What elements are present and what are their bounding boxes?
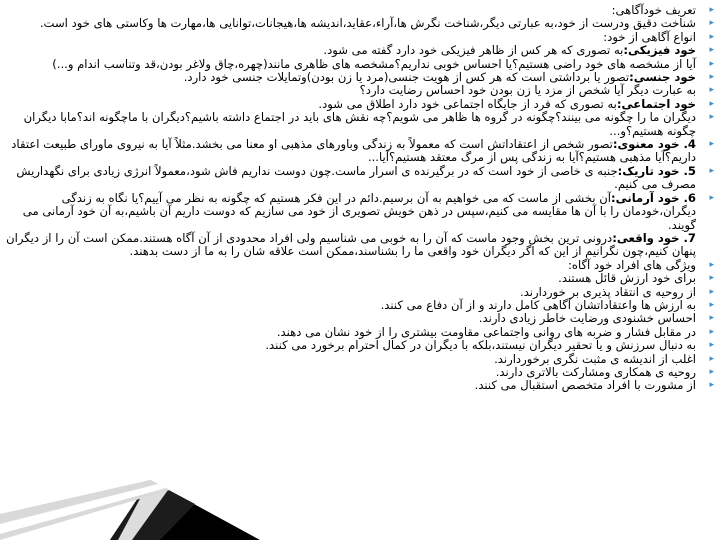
- list-item: [4, 4, 716, 17]
- bullet-arrow-icon: ▸: [709, 139, 714, 150]
- list-item: [4, 259, 716, 272]
- item-heading: خود فیزیکی:: [623, 43, 696, 58]
- bullet-arrow-icon: ▸: [709, 326, 714, 337]
- item-text: از روحیه ی انتقاد پذیری بر خوردارند.: [520, 284, 696, 299]
- bullet-arrow-icon: ▸: [709, 340, 714, 351]
- list-item: [4, 17, 716, 30]
- bullet-arrow-icon: ▸: [709, 286, 714, 297]
- slide-content: [4, 4, 716, 393]
- bullet-arrow-icon: ▸: [709, 58, 714, 69]
- item-text: به عبارت دیگر آیا شخص از مزد یا زن بودن خود احساس رضایت دارد؟: [359, 83, 696, 98]
- corner-stripes-decoration: [0, 480, 260, 540]
- bullet-arrow-icon: ▸: [709, 72, 714, 83]
- list-item: [4, 272, 716, 285]
- item-text: از مشورت با افراد متخصص استقبال می کنند.: [474, 378, 696, 393]
- item-heading: 4. خود معنوی:: [612, 137, 696, 152]
- bullet-arrow-icon: ▸: [709, 192, 714, 203]
- list-item: [4, 31, 716, 44]
- list-item: [4, 71, 716, 84]
- item-heading: خود اجتماعی:: [616, 96, 696, 111]
- item-text: آیا از مشخصه های خود راضی هستیم؟یا احساس خوبی نداریم؟مشخصه های ظاهری مانند(چهره،چاق ولاغر بودن،قد وتناسب اندام و...): [52, 56, 696, 71]
- item-text: شناخت دقیق ودرست از خود،به عبارتی دیگر،شناخت نگرش ها،آراء،عقاید،اندیشه ها،هیجانات،توانایی ها،مهارت ها وکاستی های خود است.: [39, 16, 696, 31]
- bullet-arrow-icon: ▸: [709, 85, 714, 96]
- item-text: روحیه ی همکاری ومشارکت بالاتری دارند.: [495, 364, 696, 379]
- bullet-arrow-icon: ▸: [709, 31, 714, 42]
- list-item: [4, 232, 716, 259]
- bullet-arrow-icon: ▸: [709, 18, 714, 29]
- bullet-arrow-icon: ▸: [709, 112, 714, 123]
- list-item: [4, 353, 716, 366]
- item-heading: 7. خود واقعی:: [612, 230, 696, 245]
- item-text: ویژگی های افراد خود آگاه:: [568, 257, 696, 272]
- item-text: در مقابل فشار و ضربه های روانی واجتماعی مقاومت بیشتری را از خود نشان می دهند.: [276, 324, 696, 339]
- bullet-arrow-icon: ▸: [709, 299, 714, 310]
- item-heading: خود جنسی:: [629, 70, 696, 85]
- bullet-arrow-icon: ▸: [709, 165, 714, 176]
- bullet-arrow-icon: ▸: [709, 366, 714, 377]
- list-item: [4, 366, 716, 379]
- list-item: [4, 44, 716, 57]
- list-item: [4, 312, 716, 325]
- item-text: دیگران ما را چگونه می بینند؟چگونه در گروه ها ظاهر می شویم؟چه نقش های باید در اجتماع داشته باشیم؟دیگران با ماچگونه اند؟مابا دیگران چگونه هستیم؟و...: [23, 110, 696, 138]
- list-item: [4, 192, 716, 232]
- item-text: تصور یا برداشتی است که هر کس از هویت جنسی(مرد یا زن بودن)وتمایلات جنسی خود دارد.: [183, 70, 630, 85]
- item-text: جنبه ی خاصی از خود است که در برگیرنده ی اسرار ماست.چون دوست نداریم فاش شود،معمولاً انرژی زیادی برای نگهداریش مصرف می کنیم.: [16, 163, 696, 192]
- bullet-arrow-icon: ▸: [709, 45, 714, 56]
- list-item: [4, 98, 716, 111]
- item-text: به تصوری که فرد از جایگاه اجتماعی خود دارد اطلاق می شود.: [318, 96, 617, 111]
- bullet-arrow-icon: ▸: [709, 313, 714, 324]
- item-text: اغلب از اندیشه ی مثبت نگری برخوردارند.: [494, 351, 696, 366]
- item-text: انواع آگاهی از خود:: [603, 29, 696, 44]
- item-heading: 6. خود آرمانی:: [610, 190, 696, 205]
- item-text: احساس خشنودی ورضایت خاطر زیادی دارند.: [478, 311, 696, 326]
- item-text: به تصوری که هر کس از ظاهر فیزیکی خود دارد گفته می شود.: [323, 43, 624, 58]
- bullet-arrow-icon: ▸: [709, 353, 714, 364]
- list-item: [4, 339, 716, 352]
- bullet-arrow-icon: ▸: [709, 380, 714, 391]
- bullet-arrow-icon: ▸: [709, 5, 714, 15]
- list-item: [4, 165, 716, 192]
- list-item: [4, 58, 716, 71]
- bullet-arrow-icon: ▸: [709, 259, 714, 270]
- item-text: برای خود ارزش قائل هستند.: [558, 271, 696, 286]
- item-text: درونی ترین بخش وجود ماست که آن را به خوبی می شناسیم ولی افراد محدودی از آن آگاه هستند.ممکن است آن را از دیگران پنهان کنیم،چون نگرانیم از این که اگر دیگران خود واقعی ما را بشناسند،ممکن است علاقه شان را به ما از دست بدهند.: [6, 230, 696, 259]
- list-item: [4, 326, 716, 339]
- list-item: [4, 84, 716, 97]
- item-text: به دنبال سرزنش و یا تحقیر دیگران نیستند،بلکه با دیگران در کمال احترام برخورد می کنند.: [265, 338, 696, 353]
- item-text: آن بخشی از ماست که می خواهیم به آن برسیم.دائم در این فکر هستیم که چگونه به نظر می آییم؟یا نگاه به زندگی دیگران،خودمان را با آن ها مقایسه می کنیم،سپس در ذهن خویش تصویری از خود می سازیم که دوست داریم آن باشیم،به آن خود آرمانی می گویند.: [22, 190, 696, 232]
- bullet-arrow-icon: ▸: [709, 98, 714, 109]
- item-text: تصور شخص از اعتقاداتش است که معمولاً به زندگی وباورهای مذهبی او معنا می بخشد.مثلاً آیا به نیروی ماورای طبیعت اعتقاد داریم؟آیا مذهبی هستیم؟آیا به زندگی پس از مرگ معتقد هستیم؟آیا...: [11, 137, 696, 165]
- item-text: تعریف خودآگاهی:: [611, 3, 696, 17]
- list-item: [4, 138, 716, 165]
- item-heading: 5. خود تاریک:: [617, 163, 696, 178]
- bullet-arrow-icon: ▸: [709, 273, 714, 284]
- item-text: به ارزش ها واعتقاداتشان آگاهی کامل دارند و از آن دفاع می کنند.: [380, 297, 696, 312]
- list-item: [4, 299, 716, 312]
- list-item: [4, 286, 716, 299]
- list-item: [4, 379, 716, 392]
- list-item: [4, 111, 716, 138]
